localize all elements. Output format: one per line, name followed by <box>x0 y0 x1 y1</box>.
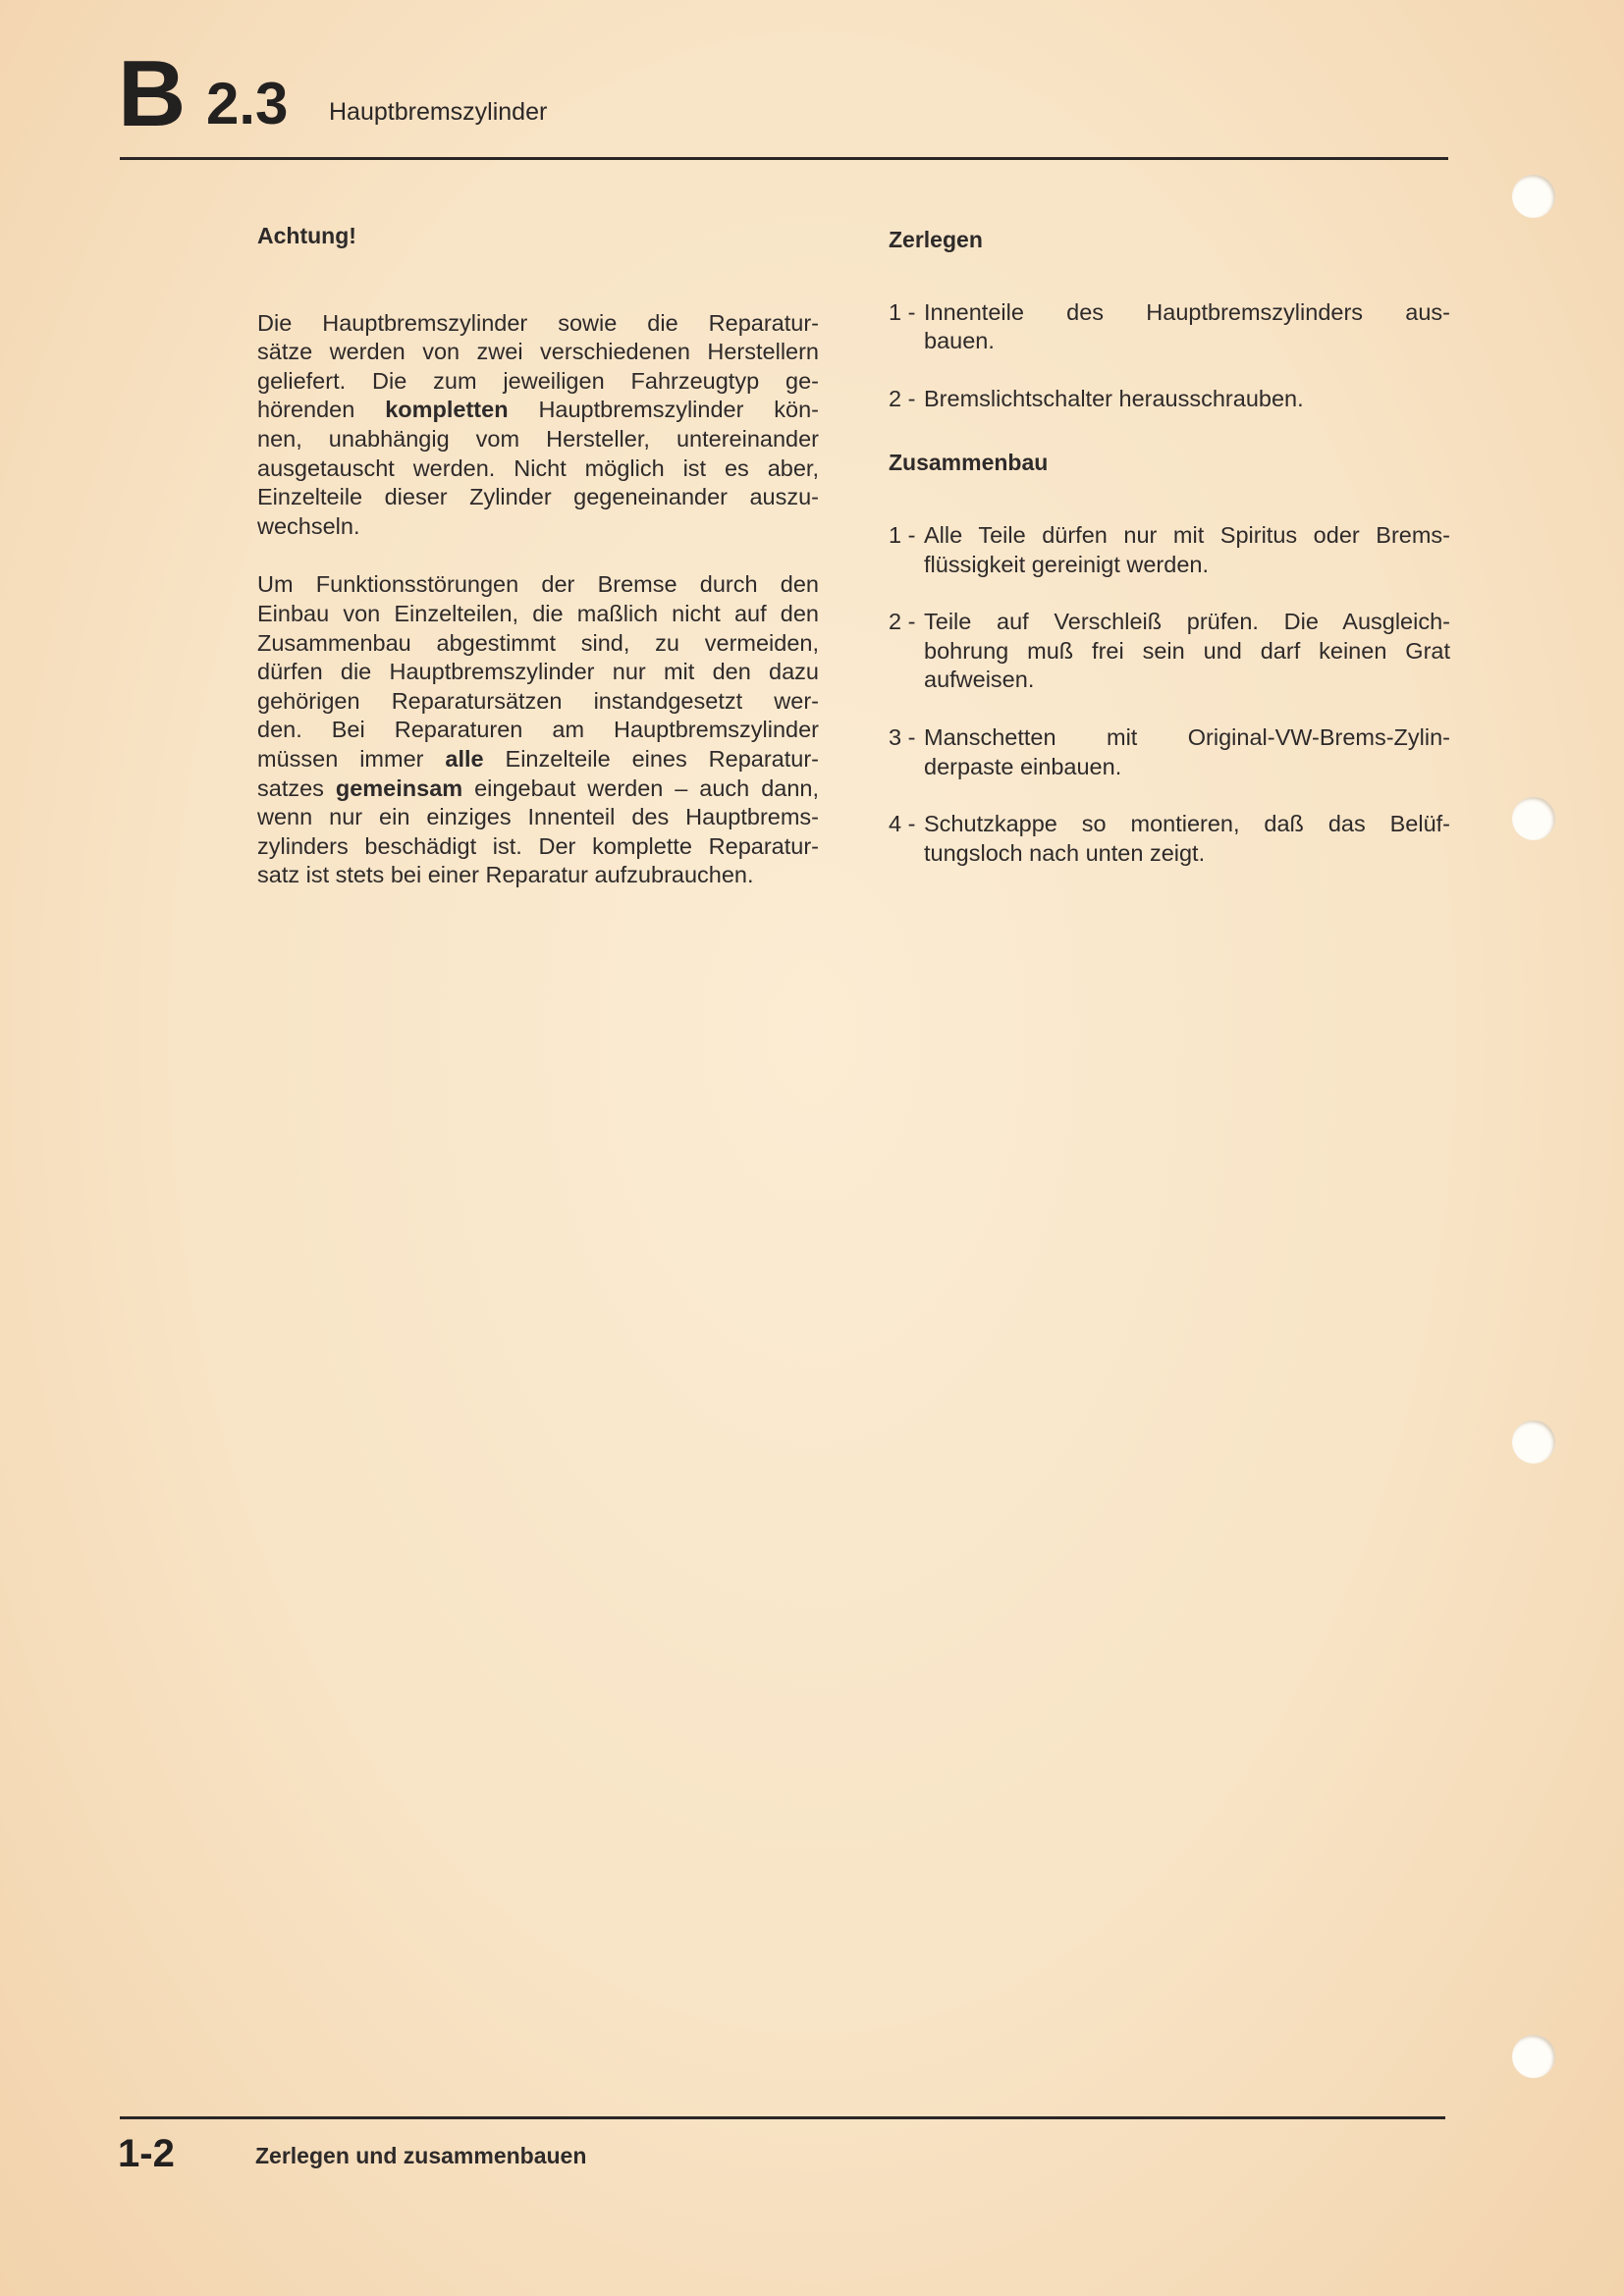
text-line <box>257 745 819 774</box>
text-line <box>257 570 819 600</box>
text-segment: geliefert. Die zum jeweiligen Fahrzeugtyp ge- <box>257 367 819 394</box>
text-line <box>257 658 819 687</box>
text-segment: müssen immer <box>257 745 446 772</box>
text-line <box>257 512 819 542</box>
text-line: Manschetten mit Original-VW-Brems-Zylin- <box>924 723 1450 750</box>
section-heading: Zerlegen <box>889 227 983 252</box>
step-item <box>889 385 1450 414</box>
text-segment: sätze werden von zwei verschiedenen Herstellern <box>257 339 819 365</box>
text-segment: Einzelteile dieser Zylinder gegeneinander auszu- <box>257 484 819 510</box>
page-title: Hauptbremszylinder <box>329 98 548 126</box>
step-number: 4 - <box>889 811 916 837</box>
text-line <box>257 629 819 659</box>
text-line: Schutzkappe so montieren, daß das Belüf- <box>924 811 1450 837</box>
footer-rule <box>120 2116 1445 2119</box>
step-item <box>889 723 1450 781</box>
text-segment: Um Funktionsstörungen der Bremse durch den <box>257 571 819 598</box>
text-line <box>257 803 819 832</box>
emphasis: kompletten <box>385 397 509 423</box>
section-heading: Zusammenbau <box>889 450 1049 476</box>
text-segment: satz ist stets bei einer Reparatur aufzubrauchen. <box>257 862 754 888</box>
header-rule <box>120 157 1448 160</box>
emphasis: alle <box>445 745 484 772</box>
text-line: Teile auf Verschleiß prüfen. Die Ausgleich- <box>924 609 1450 635</box>
text-line <box>257 774 819 804</box>
step-number: 1 - <box>889 521 916 548</box>
step-number: 2 - <box>889 609 916 635</box>
step-number: 1 - <box>889 298 916 325</box>
text-segment: Einzelteile eines Reparatur- <box>483 745 819 772</box>
paragraph <box>257 309 819 542</box>
punch-hole <box>1512 1420 1555 1464</box>
text-line <box>257 425 819 454</box>
text-line <box>257 338 819 367</box>
page-number: 1-2 <box>118 2132 175 2175</box>
text-line <box>257 309 819 339</box>
step-item <box>889 521 1450 579</box>
text-line <box>257 687 819 717</box>
text-line: bohrung muß frei sein und darf keinen Grat <box>924 637 1450 664</box>
emphasis: gemeinsam <box>335 774 463 801</box>
text-segment: zylinders beschädigt ist. Der komplette Reparatur- <box>257 832 819 859</box>
warning-heading: Achtung! <box>257 223 356 248</box>
text-line: aufweisen. <box>924 667 1035 693</box>
text-segment: satzes <box>257 774 336 801</box>
section-number: 2.3 <box>206 71 289 136</box>
text-segment: ausgetauscht werden. Nicht möglich ist es aber, <box>257 454 819 481</box>
text-segment: Hauptbremszylinder kön- <box>508 397 820 423</box>
text-line <box>257 483 819 512</box>
text-line: bauen. <box>924 328 995 354</box>
text-segment: hörenden <box>257 397 386 423</box>
section-letter: B <box>118 41 185 146</box>
left-column <box>257 222 819 890</box>
text-line <box>257 716 819 745</box>
text-line <box>257 832 819 862</box>
text-line: Alle Teile dürfen nur mit Spiritus oder Brems- <box>924 521 1450 548</box>
text-line <box>257 367 819 397</box>
step-number: 2 - <box>889 385 916 411</box>
text-line <box>257 600 819 629</box>
footer-title: Zerlegen und zusammenbauen <box>255 2143 587 2168</box>
step-number: 3 - <box>889 723 916 750</box>
step-item <box>889 810 1450 868</box>
step-item <box>889 608 1450 695</box>
punch-hole <box>1512 2035 1555 2078</box>
paragraph <box>257 570 819 890</box>
text-line: tungsloch nach unten zeigt. <box>924 839 1206 866</box>
text-segment: Zusammenbau abgestimmt sind, zu vermeiden, <box>257 629 819 656</box>
text-line: Innenteile des Hauptbremszylinders aus- <box>924 298 1450 325</box>
text-segment: gehörigen Reparatursätzen instandgesetzt wer- <box>257 687 819 714</box>
punch-hole <box>1512 175 1555 218</box>
text-segment: Die Hauptbremszylinder sowie die Reparatur- <box>257 309 819 336</box>
punch-hole <box>1512 797 1555 840</box>
text-segment: eingebaut werden – auch dann, <box>462 774 819 801</box>
text-line: derpaste einbauen. <box>924 753 1122 779</box>
text-line <box>257 861 819 890</box>
text-line <box>257 396 819 425</box>
text-segment: wenn nur ein einziges Innenteil des Hauptbrems- <box>257 804 819 830</box>
text-segment: den. Bei Reparaturen am Hauptbremszylinder <box>257 717 819 743</box>
text-line: Bremslichtschalter herausschrauben. <box>924 385 1304 411</box>
text-line: flüssigkeit gereinigt werden. <box>924 551 1209 577</box>
right-column <box>889 226 1450 896</box>
text-line <box>257 454 819 484</box>
step-item <box>889 298 1450 356</box>
text-segment: wechseln. <box>257 512 360 539</box>
text-segment: Einbau von Einzelteilen, die maßlich nicht auf den <box>257 600 819 626</box>
text-segment: nen, unabhängig vom Hersteller, untereinander <box>257 425 819 452</box>
text-segment: dürfen die Hauptbremszylinder nur mit den dazu <box>257 659 819 685</box>
